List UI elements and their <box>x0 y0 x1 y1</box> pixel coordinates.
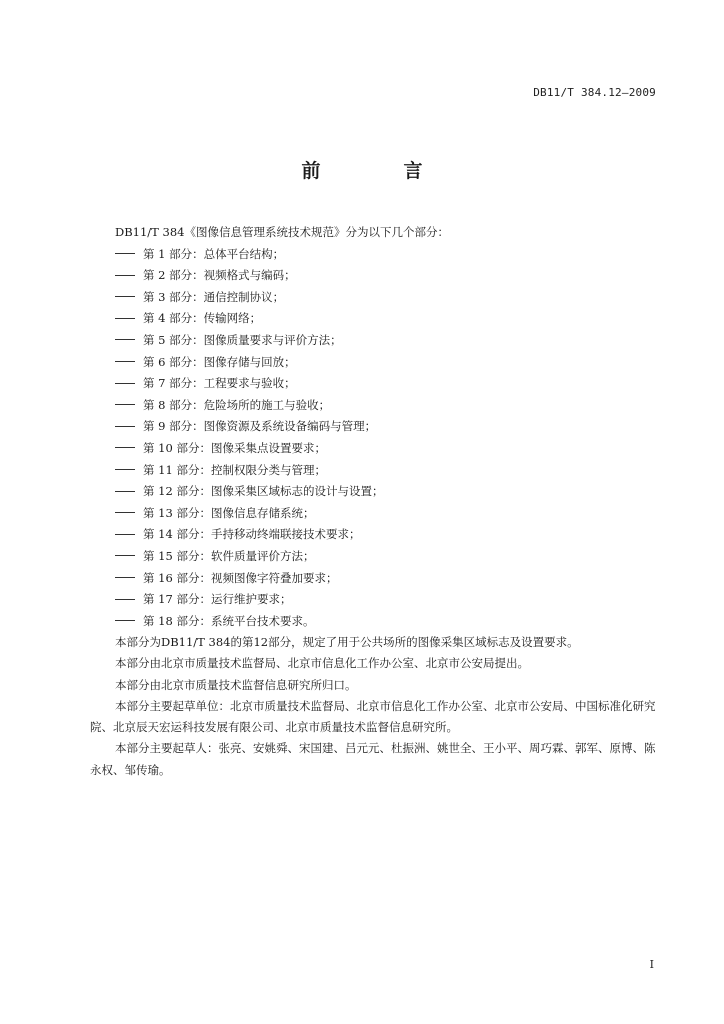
part-label: 第 11 部分：控制权限分类与管理； <box>143 462 326 477</box>
part-list-item <box>115 308 660 330</box>
em-dash-marker <box>115 534 135 535</box>
em-dash-marker <box>115 555 135 556</box>
part-label: 第 1 部分：总体平台结构； <box>143 246 285 261</box>
part-label: 第 14 部分：手持移动终端联接技术要求； <box>143 527 361 542</box>
em-dash-marker <box>115 275 135 276</box>
part-label: 第 9 部分：图像资源及系统设备编码与管理； <box>143 419 377 434</box>
page-number: I <box>649 958 654 971</box>
part-list-item <box>115 287 660 309</box>
part-list-item <box>115 611 660 633</box>
part-list-item <box>115 416 660 438</box>
foreword-paragraph: 本部分主要起草人：张亮、安姚舜、宋国建、吕元元、杜振洲、姚世全、王小平、周巧霖、郭军、原博、陈永权、邹传瑜。 <box>90 741 656 777</box>
part-label: 第 15 部分：软件质量评价方法； <box>143 548 315 563</box>
parts-list <box>90 244 660 633</box>
em-dash-marker <box>115 491 135 492</box>
part-label: 第 2 部分：视频格式与编码； <box>143 268 296 283</box>
em-dash-marker <box>115 404 135 405</box>
part-list-item <box>115 395 660 417</box>
part-label: 第 12 部分：图像采集区域标志的设计与设置； <box>143 484 384 499</box>
em-dash-marker <box>115 620 135 621</box>
part-list-item <box>115 352 660 374</box>
part-label: 第 16 部分：视频图像字符叠加要求； <box>143 570 338 585</box>
part-label: 第 8 部分：危险场所的施工与验收； <box>143 397 331 412</box>
part-label: 第 5 部分：图像质量要求与评价方法； <box>143 332 342 347</box>
foreword-body <box>90 222 660 781</box>
part-list-item <box>115 524 660 546</box>
em-dash-marker <box>115 512 135 513</box>
part-list-item <box>115 265 660 287</box>
em-dash-marker <box>115 426 135 427</box>
part-label: 第 13 部分：图像信息存储系统； <box>143 505 315 520</box>
part-label: 第 17 部分：运行维护要求； <box>143 592 292 607</box>
em-dash-marker <box>115 469 135 470</box>
part-label: 第 3 部分：通信控制协议； <box>143 289 285 304</box>
part-list-item <box>115 546 660 568</box>
part-list-item <box>115 373 660 395</box>
em-dash-marker <box>115 599 135 600</box>
part-list-item <box>115 481 660 503</box>
part-list-item <box>115 438 660 460</box>
intro-text: DB11/T 384《图像信息管理系统技术规范》分为以下几个部分： <box>115 225 449 239</box>
part-list-item <box>115 503 660 525</box>
em-dash-marker <box>115 361 135 362</box>
em-dash-marker <box>115 296 135 297</box>
em-dash-marker <box>115 383 135 384</box>
foreword-paragraphs <box>90 632 660 780</box>
part-list-item <box>115 568 660 590</box>
em-dash-marker <box>115 447 135 448</box>
page-title: 前 言 <box>301 160 455 182</box>
part-label: 第 6 部分：图像存储与回放； <box>143 354 296 369</box>
em-dash-marker <box>115 577 135 578</box>
foreword-paragraph: 本部分主要起草单位：北京市质量技术监督局、北京市信息化工作办公室、北京市公安局、中国标准化研究院、北京辰天宏运科技发展有限公司、北京市质量技术监督信息研究所。 <box>90 698 656 735</box>
em-dash-marker <box>115 318 135 319</box>
standard-code: DB11/T 384.12—2009 <box>533 86 656 99</box>
em-dash-marker <box>115 253 135 254</box>
em-dash-marker <box>115 339 135 340</box>
foreword-paragraph: 本部分由北京市质量技术监督信息研究所归口。 <box>115 677 357 692</box>
part-list-item <box>115 589 660 611</box>
foreword-paragraph: 本部分为DB11/T 384的第12部分，规定了用于公共场所的图像采集区域标志及设置要求。 <box>115 635 579 650</box>
foreword-paragraph: 本部分由北京市质量技术监督局、北京市信息化工作办公室、北京市公安局提出。 <box>115 656 529 671</box>
part-list-item <box>115 330 660 352</box>
part-label: 第 18 部分：系统平台技术要求。 <box>143 613 315 628</box>
part-label: 第 10 部分：图像采集点设置要求； <box>143 440 326 455</box>
part-list-item <box>115 460 660 482</box>
part-list-item <box>115 244 660 266</box>
part-label: 第 7 部分：工程要求与验收； <box>143 376 296 391</box>
part-label: 第 4 部分：传输网络； <box>143 311 262 326</box>
